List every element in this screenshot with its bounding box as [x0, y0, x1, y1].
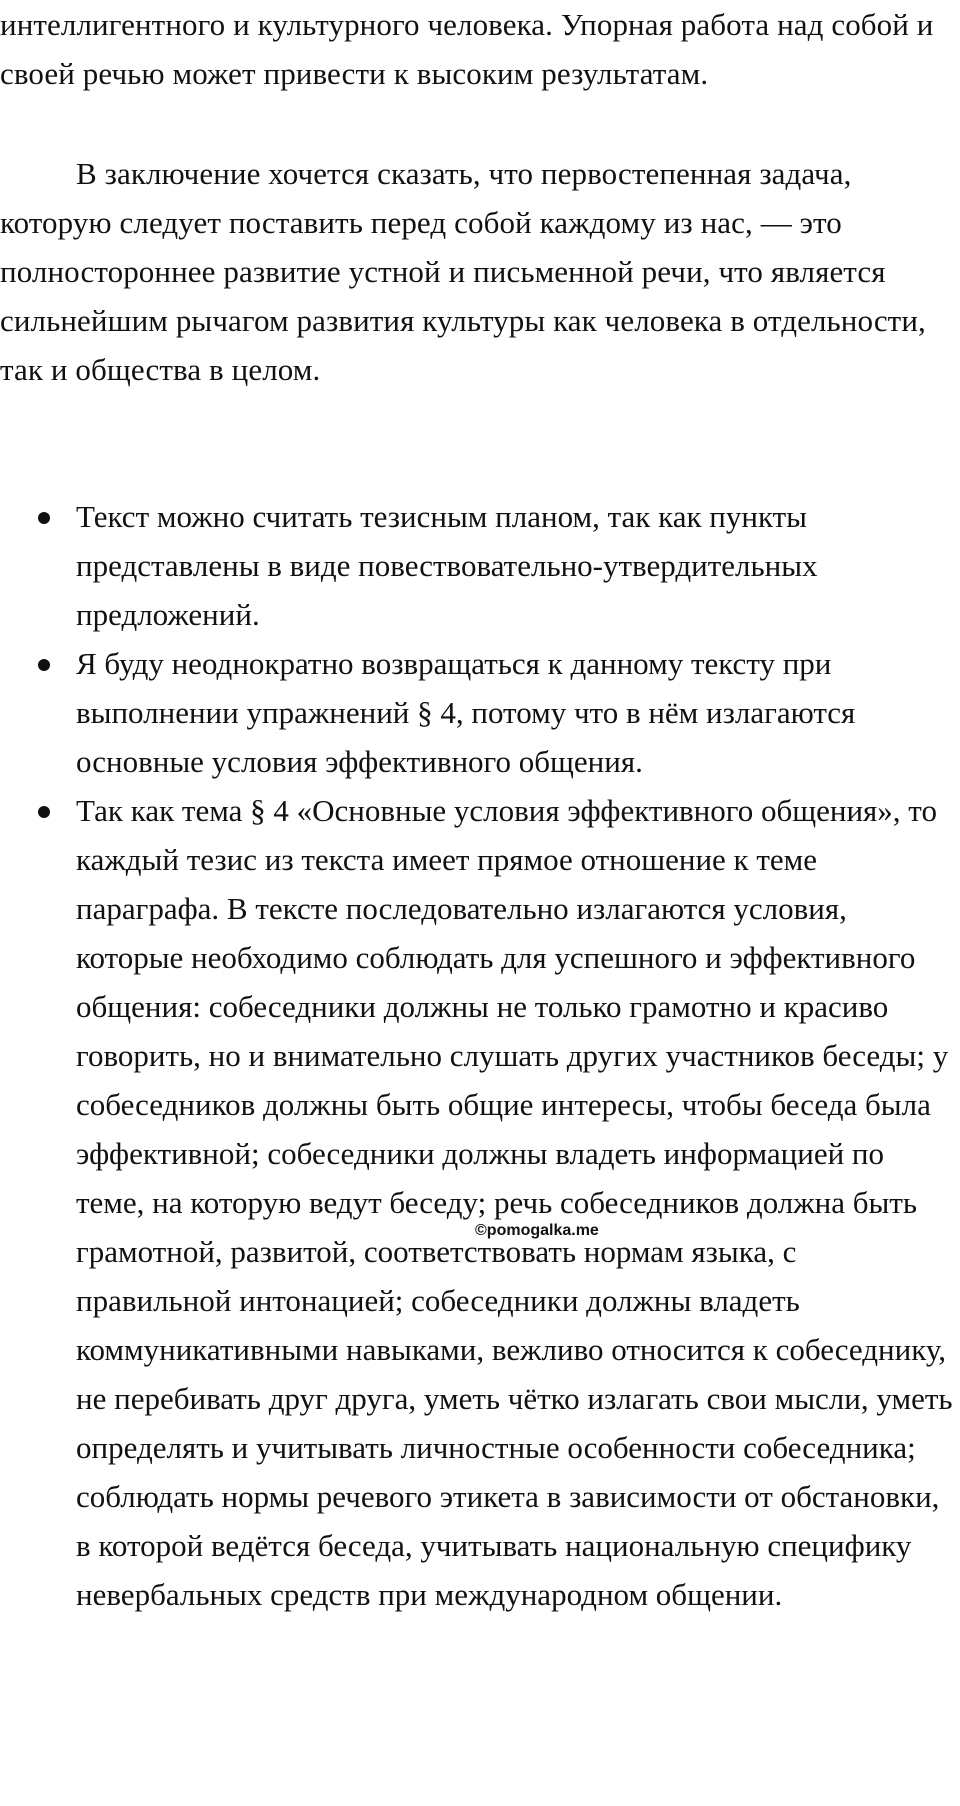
paragraph-1: интеллигентного и культурного человека. Упорная работа над собой и своей речью может привести к высоким результатам. — [0, 7, 934, 91]
list-item-text: Я буду неоднократно возвращаться к данному тексту при выполнении упражнений § 4, потому что в нём излагаются основные условия эффективного общения. — [76, 646, 856, 779]
list-item-text: Так как тема § 4 «Основные условия эффективного общения», то каждый тезис из текста имеет прямое отношение к теме параграфа. В тексте последовательно излагаются условия, которые необходимо соблюдать для успешного и эффективного общения: собеседники должны не только грамотно и красиво говорить, но и внимательно слушать других участников беседы; у собеседников должны быть общие интересы, чтобы беседа была эффективной; собеседники должны владеть информацией по теме, на которую ведут беседу; речь собеседников должна быть грамотной, развитой, соответствовать нормам языка, с правильной интонацией; собеседники должны владеть коммуникативными навыками, вежливо относится к собеседнику, не перебивать друг друга, уметь чётко излагать свои мысли, уметь определять и учитывать личностные особенности собеседника; соблюдать нормы речевого этикета в зависимости от обстановки, в которой ведётся беседа, учитывать национальную специфику невербальных средств при международном общении. — [76, 793, 953, 1612]
list-item — [0, 492, 960, 639]
paragraph-2: В заключение хочется сказать, что первостепенная задача, которую следует поставить перед собой каждому из нас, — это полностороннее развитие устной и письменной речи, что является сильнейшим рычагом развития культуры как человека в отдельности, так и общества в целом. — [0, 156, 926, 387]
bullet-list — [0, 492, 960, 1619]
bullet-dot-icon — [38, 806, 50, 818]
list-item — [0, 786, 960, 1619]
list-item-text: Текст можно считать тезисным планом, так как пункты представлены в виде повествовательно-утвердительных предложений. — [76, 499, 818, 632]
bullet-dot-icon — [38, 512, 50, 524]
watermark: ©pomogalka.me — [475, 1222, 599, 1239]
bullet-dot-icon — [38, 659, 50, 671]
list-item — [0, 639, 960, 786]
